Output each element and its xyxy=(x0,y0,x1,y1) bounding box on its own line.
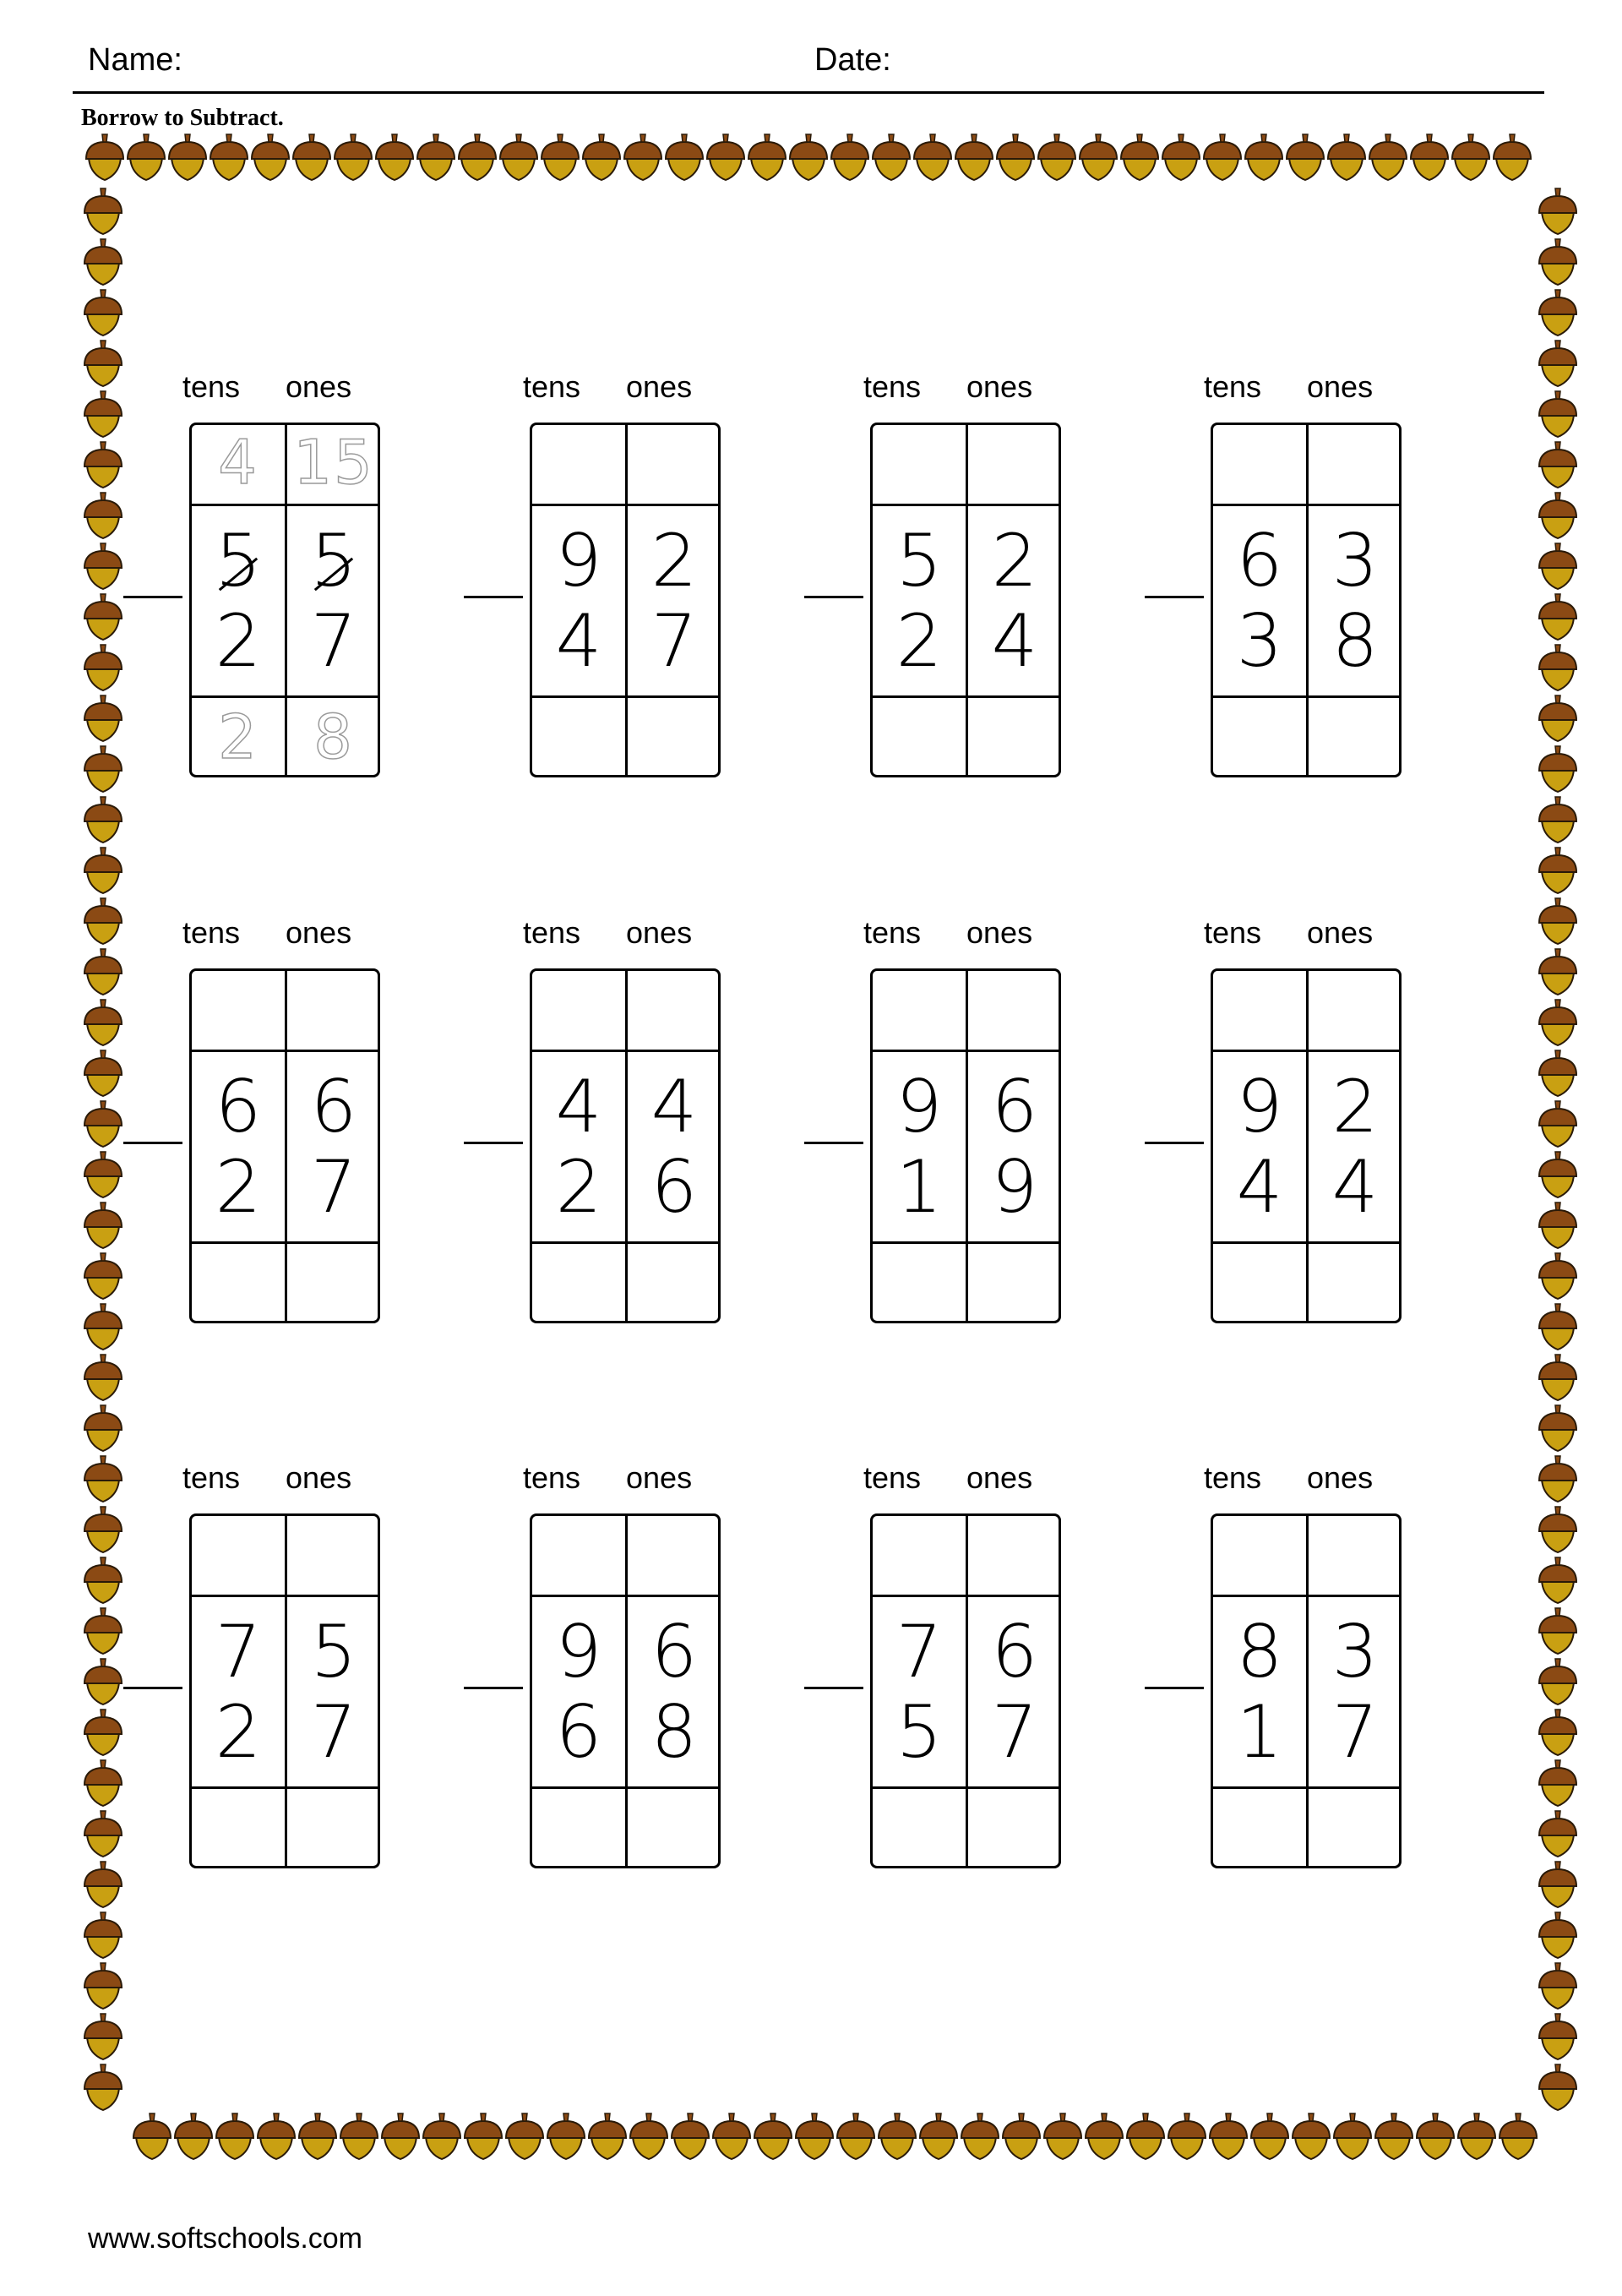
acorn-icon xyxy=(84,1101,122,1147)
acorn-icon xyxy=(1287,134,1324,180)
minuend-tens-digit: 9 xyxy=(1236,1065,1283,1149)
minus-sign xyxy=(804,1142,863,1144)
subtrahend-tens-digit: 2 xyxy=(215,599,262,684)
acorn-icon xyxy=(547,2113,585,2159)
tens-label: tens xyxy=(523,915,581,950)
tens-label: tens xyxy=(523,1460,581,1495)
acorn-icon xyxy=(84,1557,122,1603)
subtrahend-tens-digit: 2 xyxy=(215,1145,262,1230)
tens-label: tens xyxy=(1204,1460,1262,1495)
acorn-icon xyxy=(542,134,579,180)
acorn-icon xyxy=(84,1253,122,1299)
minus-sign xyxy=(123,1687,182,1689)
minuend-ones-digit: 5 xyxy=(310,519,357,603)
acorn-icon xyxy=(1539,949,1576,995)
subtraction-problem xyxy=(1145,369,1381,845)
subtraction-problem xyxy=(123,915,360,1391)
acorn-icon xyxy=(382,2113,419,2159)
acorn-icon xyxy=(1369,134,1407,180)
ones-label: ones xyxy=(966,1460,1033,1495)
acorn-icon xyxy=(1080,134,1117,180)
acorn-icon xyxy=(630,2113,667,2159)
minus-sign xyxy=(464,1687,523,1689)
acorn-icon xyxy=(1539,341,1576,386)
minuend-tens-digit: 9 xyxy=(555,1610,602,1694)
subtrahend-ones-digit: 8 xyxy=(650,1690,698,1775)
acorn-icon xyxy=(1539,1253,1576,1299)
acorn-icon xyxy=(666,134,703,180)
answer-tens-cell[interactable] xyxy=(532,1789,625,1867)
answer-ones-cell[interactable] xyxy=(1309,1789,1402,1867)
acorn-icon xyxy=(252,134,289,180)
subtraction-problem xyxy=(123,1460,360,1936)
acorn-icon xyxy=(1539,1203,1576,1248)
acorn-icon xyxy=(1251,2113,1288,2159)
minuend-ones-digit: 5 xyxy=(310,1610,357,1694)
acorn-icon xyxy=(1494,134,1531,180)
tens-label: tens xyxy=(523,369,581,404)
footer-url: www.softschools.com xyxy=(88,2222,362,2255)
row-divider xyxy=(873,1595,1059,1597)
minus-sign xyxy=(804,1687,863,1689)
tens-label: tens xyxy=(182,1460,241,1495)
acorn-icon xyxy=(216,2113,253,2159)
place-value-grid xyxy=(530,968,721,1323)
place-value-grid xyxy=(189,968,380,1323)
row-divider xyxy=(532,504,718,506)
acorn-icon xyxy=(210,134,248,180)
row-divider xyxy=(1213,1595,1399,1597)
minuend-tens-digit: 6 xyxy=(1236,519,1283,603)
acorn-icon xyxy=(84,543,122,589)
place-value-grid xyxy=(189,423,380,777)
minuend-tens-digit: 5 xyxy=(215,519,262,603)
subtrahend-ones-digit: 7 xyxy=(650,599,698,684)
subtraction-problem xyxy=(804,369,1041,845)
acorn-icon xyxy=(1539,1862,1576,1907)
row-divider xyxy=(1213,1050,1399,1052)
subtrahend-tens-digit: 6 xyxy=(555,1690,602,1775)
minuend-ones-digit: 6 xyxy=(991,1065,1038,1149)
acorn-icon xyxy=(1539,898,1576,944)
acorn-icon xyxy=(84,949,122,995)
acorn-icon xyxy=(1539,1659,1576,1704)
acorn-icon xyxy=(790,134,827,180)
row-divider xyxy=(192,1050,378,1052)
acorn-icon xyxy=(624,134,661,180)
minus-sign xyxy=(123,1142,182,1144)
worksheet-title: Borrow to Subtract. xyxy=(81,105,284,131)
subtraction-problem xyxy=(1145,1460,1381,1936)
answer-tens-cell[interactable] xyxy=(1213,1789,1306,1867)
acorn-icon xyxy=(465,2113,502,2159)
ones-label: ones xyxy=(626,1460,693,1495)
acorn-icon xyxy=(961,2113,999,2159)
acorn-icon xyxy=(1539,1811,1576,1857)
acorn-icon xyxy=(84,391,122,437)
acorn-icon xyxy=(1539,1304,1576,1350)
acorn-icon xyxy=(175,2113,212,2159)
answer-tens-cell[interactable] xyxy=(532,698,625,776)
acorn-icon xyxy=(84,645,122,690)
acorn-icon xyxy=(1539,1355,1576,1400)
acorn-icon xyxy=(84,1963,122,2009)
row-divider xyxy=(873,1050,1059,1052)
minuend-tens-digit: 9 xyxy=(555,519,602,603)
subtrahend-tens-digit: 2 xyxy=(895,599,943,684)
minuend-ones-digit: 6 xyxy=(310,1065,357,1149)
tens-label: tens xyxy=(863,915,922,950)
subtrahend-tens-digit: 1 xyxy=(895,1145,943,1230)
acorn-icon xyxy=(84,1507,122,1552)
acorn-icon xyxy=(84,797,122,843)
acorn-icon xyxy=(748,134,786,180)
acorn-icon xyxy=(128,134,165,180)
subtrahend-ones-digit: 7 xyxy=(1331,1690,1379,1775)
acorn-icon xyxy=(1458,2113,1495,2159)
subtrahend-tens-digit: 3 xyxy=(1236,599,1283,684)
ones-label: ones xyxy=(1307,369,1374,404)
acorn-icon xyxy=(84,188,122,234)
answer-tens-cell[interactable] xyxy=(873,1789,966,1867)
subtraction-problem xyxy=(123,369,374,845)
place-value-grid xyxy=(189,1513,380,1868)
acorn-icon xyxy=(955,134,993,180)
place-value-grid xyxy=(1211,1513,1402,1868)
subtrahend-ones-digit: 7 xyxy=(310,599,357,684)
acorn-icon xyxy=(1539,188,1576,234)
ones-label: ones xyxy=(1307,915,1374,950)
acorn-icon xyxy=(1245,134,1282,180)
acorn-icon xyxy=(376,134,413,180)
row-divider xyxy=(192,504,378,506)
acorn-icon xyxy=(506,2113,543,2159)
acorn-icon xyxy=(879,2113,916,2159)
minuend-ones-digit: 3 xyxy=(1331,1610,1379,1694)
minuend-ones-digit: 2 xyxy=(1331,1065,1379,1149)
minuend-tens-digit: 7 xyxy=(895,1610,943,1694)
minus-sign xyxy=(1145,596,1204,598)
tens-label: tens xyxy=(182,915,241,950)
minuend-ones-digit: 6 xyxy=(650,1610,698,1694)
answer-tens-cell[interactable] xyxy=(873,698,966,776)
tens-label: tens xyxy=(1204,915,1262,950)
subtrahend-ones-digit: 4 xyxy=(1331,1145,1379,1230)
acorn-icon xyxy=(293,134,330,180)
acorn-icon xyxy=(84,442,122,488)
row-divider xyxy=(532,1050,718,1052)
ones-label: ones xyxy=(626,369,693,404)
acorn-icon xyxy=(1162,134,1200,180)
answer-tens-cell[interactable] xyxy=(873,1244,966,1322)
acorn-icon xyxy=(84,1050,122,1096)
acorn-icon xyxy=(84,1912,122,1958)
place-value-grid xyxy=(530,1513,721,1868)
acorn-icon xyxy=(84,2014,122,2059)
minuend-tens-digit: 8 xyxy=(1236,1610,1283,1694)
answer-ones-cell[interactable] xyxy=(628,698,721,776)
acorn-icon xyxy=(1539,746,1576,792)
minus-sign xyxy=(464,1142,523,1144)
place-value-grid xyxy=(870,968,1061,1323)
acorn-icon xyxy=(1328,134,1365,180)
minuend-ones-digit: 4 xyxy=(650,1065,698,1149)
acorn-icon xyxy=(713,2113,750,2159)
subtrahend-tens-digit: 2 xyxy=(215,1690,262,1775)
subtrahend-ones-digit: 7 xyxy=(991,1690,1038,1775)
acorn-icon xyxy=(1539,493,1576,538)
acorn-icon xyxy=(1539,1405,1576,1451)
acorn-icon xyxy=(84,1405,122,1451)
acorn-icon xyxy=(169,134,206,180)
date-label: Date: xyxy=(814,42,891,78)
acorn-icon xyxy=(335,134,372,180)
acorn-icon xyxy=(133,2113,171,2159)
acorn-icon xyxy=(1003,2113,1040,2159)
acorn-icon xyxy=(672,2113,709,2159)
place-value-grid xyxy=(870,1513,1061,1868)
subtraction-problem xyxy=(464,1460,700,1936)
acorn-icon xyxy=(1210,2113,1247,2159)
acorn-icon xyxy=(84,898,122,944)
acorn-icon xyxy=(84,1203,122,1248)
answer-tens-cell[interactable] xyxy=(1213,698,1306,776)
answer-ones-cell[interactable] xyxy=(968,698,1061,776)
subtrahend-tens-digit: 5 xyxy=(895,1690,943,1775)
minus-sign xyxy=(1145,1687,1204,1689)
name-label: Name: xyxy=(88,42,182,78)
subtrahend-ones-digit: 8 xyxy=(1331,599,1379,684)
acorn-icon xyxy=(1539,543,1576,589)
answer-ones-cell[interactable] xyxy=(968,1789,1061,1867)
acorn-icon xyxy=(831,134,868,180)
minuend-tens-digit: 4 xyxy=(555,1065,602,1149)
answer-tens-cell[interactable] xyxy=(192,1789,285,1867)
acorn-icon xyxy=(1452,134,1489,180)
acorn-icon xyxy=(1539,1963,1576,2009)
acorn-icon xyxy=(258,2113,295,2159)
acorn-icon xyxy=(84,1000,122,1045)
acorn-icon xyxy=(754,2113,792,2159)
acorn-icon xyxy=(1539,1050,1576,1096)
answer-ones-cell[interactable] xyxy=(287,1244,380,1322)
minuend-ones-digit: 6 xyxy=(991,1610,1038,1694)
tens-label: tens xyxy=(863,369,922,404)
acorn-icon xyxy=(84,695,122,741)
acorn-icon xyxy=(589,2113,626,2159)
answer-ones-cell[interactable] xyxy=(287,1789,380,1867)
answer-ones-cell[interactable] xyxy=(1309,1244,1402,1322)
acorn-icon xyxy=(1127,2113,1164,2159)
acorn-icon xyxy=(707,134,744,180)
acorn-icon xyxy=(1539,1760,1576,1806)
minuend-tens-digit: 5 xyxy=(895,519,943,603)
subtrahend-tens-digit: 2 xyxy=(555,1145,602,1230)
acorn-icon xyxy=(1539,1101,1576,1147)
tens-label: tens xyxy=(1204,369,1262,404)
answer-ones-cell[interactable] xyxy=(1309,698,1402,776)
acorn-icon xyxy=(84,1608,122,1654)
acorn-icon xyxy=(1417,2113,1454,2159)
subtrahend-ones-digit: 4 xyxy=(991,599,1038,684)
acorn-icon xyxy=(1086,2113,1123,2159)
answer-tens-cell[interactable] xyxy=(1213,1244,1306,1322)
subtrahend-ones-digit: 7 xyxy=(310,1690,357,1775)
acorn-icon xyxy=(914,134,951,180)
ones-label: ones xyxy=(286,369,352,404)
place-value-grid xyxy=(870,423,1061,777)
acorn-icon xyxy=(1375,2113,1412,2159)
acorn-icon xyxy=(84,1862,122,1907)
subtrahend-tens-digit: 4 xyxy=(555,599,602,684)
acorn-icon xyxy=(1539,695,1576,741)
acorn-icon xyxy=(299,2113,336,2159)
ones-label: ones xyxy=(1307,1460,1374,1495)
acorn-icon xyxy=(1539,391,1576,437)
ones-label: ones xyxy=(286,915,352,950)
ones-label: ones xyxy=(966,915,1033,950)
acorn-icon xyxy=(423,2113,460,2159)
place-value-grid xyxy=(1211,968,1402,1323)
acorn-icon xyxy=(84,1710,122,1755)
subtrahend-tens-digit: 4 xyxy=(1236,1145,1283,1230)
acorn-icon xyxy=(1539,1152,1576,1197)
acorn-icon xyxy=(1044,2113,1081,2159)
acorn-icon xyxy=(84,1659,122,1704)
minus-sign xyxy=(1145,1142,1204,1144)
row-divider xyxy=(192,1595,378,1597)
place-value-grid xyxy=(1211,423,1402,777)
answer-tens-cell[interactable] xyxy=(192,1244,285,1322)
acorn-icon xyxy=(873,134,910,180)
minuend-ones-digit: 2 xyxy=(650,519,698,603)
acorn-icon xyxy=(1539,442,1576,488)
subtrahend-tens-digit: 1 xyxy=(1236,1690,1283,1775)
acorn-icon xyxy=(84,746,122,792)
subtraction-problem xyxy=(804,1460,1041,1936)
minus-sign xyxy=(123,596,182,598)
acorn-icon xyxy=(1539,1912,1576,1958)
acorn-icon xyxy=(1539,797,1576,843)
acorn-icon xyxy=(1204,134,1241,180)
subtrahend-ones-digit: 6 xyxy=(650,1145,698,1230)
row-divider xyxy=(1213,504,1399,506)
minuend-ones-digit: 2 xyxy=(991,519,1038,603)
acorn-icon xyxy=(1038,134,1075,180)
acorn-icon xyxy=(1539,848,1576,893)
acorn-icon xyxy=(997,134,1034,180)
tens-label: tens xyxy=(182,369,241,404)
acorn-icon xyxy=(84,1811,122,1857)
acorn-icon xyxy=(1539,290,1576,335)
answer-tens-cell[interactable] xyxy=(532,1244,625,1322)
place-value-grid xyxy=(530,423,721,777)
acorn-icon xyxy=(1539,1608,1576,1654)
acorn-icon xyxy=(1539,645,1576,690)
ones-label: ones xyxy=(966,369,1033,404)
minuend-tens-digit: 9 xyxy=(895,1065,943,1149)
acorn-icon xyxy=(1121,134,1158,180)
acorn-icon xyxy=(1539,2014,1576,2059)
acorn-icon xyxy=(1539,1507,1576,1552)
subtrahend-ones-digit: 9 xyxy=(991,1145,1038,1230)
row-divider xyxy=(192,695,378,698)
acorn-icon xyxy=(1539,239,1576,285)
row-divider xyxy=(532,1595,718,1597)
row-divider xyxy=(873,504,1059,506)
minuend-tens-digit: 7 xyxy=(215,1610,262,1694)
acorn-icon xyxy=(84,848,122,893)
answer-ones-cell[interactable] xyxy=(628,1244,721,1322)
acorn-icon xyxy=(796,2113,833,2159)
acorn-icon xyxy=(1168,2113,1206,2159)
answer-tens-hint: 2 xyxy=(218,701,259,772)
acorn-icon xyxy=(84,1152,122,1197)
acorn-icon xyxy=(84,1456,122,1502)
acorn-icon xyxy=(1500,2113,1537,2159)
acorn-icon xyxy=(1539,1000,1576,1045)
acorn-icon xyxy=(837,2113,874,2159)
acorn-icon xyxy=(459,134,496,180)
acorn-icon xyxy=(1293,2113,1330,2159)
subtrahend-ones-digit: 7 xyxy=(310,1145,357,1230)
subtraction-problem xyxy=(464,369,700,845)
acorn-icon xyxy=(84,239,122,285)
acorn-icon xyxy=(920,2113,957,2159)
minuend-tens-digit: 6 xyxy=(215,1065,262,1149)
acorn-icon xyxy=(1334,2113,1371,2159)
acorn-icon xyxy=(84,1304,122,1350)
acorn-icon xyxy=(84,594,122,640)
acorn-icon xyxy=(583,134,620,180)
acorn-icon xyxy=(84,493,122,538)
acorn-icon xyxy=(417,134,454,180)
ones-label: ones xyxy=(626,915,693,950)
acorn-icon xyxy=(1411,134,1448,180)
subtraction-problem xyxy=(464,915,700,1391)
acorn-icon xyxy=(500,134,537,180)
answer-ones-hint: 8 xyxy=(313,701,354,772)
acorn-icon xyxy=(340,2113,378,2159)
regroup-tens-hint: 4 xyxy=(218,427,259,498)
acorn-icon xyxy=(84,341,122,386)
subtraction-problem xyxy=(1145,915,1381,1391)
acorn-icon xyxy=(1539,594,1576,640)
answer-ones-cell[interactable] xyxy=(628,1789,721,1867)
regroup-ones-hint: 15 xyxy=(293,427,374,498)
acorn-icon xyxy=(84,1760,122,1806)
acorn-icon xyxy=(86,134,123,180)
acorn-icon xyxy=(84,1355,122,1400)
acorn-icon xyxy=(1539,1557,1576,1603)
acorn-icon xyxy=(1539,1456,1576,1502)
minuend-ones-digit: 3 xyxy=(1331,519,1379,603)
acorn-icon xyxy=(84,290,122,335)
acorn-icon xyxy=(1539,2064,1576,2110)
minus-sign xyxy=(804,596,863,598)
tens-label: tens xyxy=(863,1460,922,1495)
subtraction-problem xyxy=(804,915,1041,1391)
ones-label: ones xyxy=(286,1460,352,1495)
minus-sign xyxy=(464,596,523,598)
answer-ones-cell[interactable] xyxy=(968,1244,1061,1322)
acorn-icon xyxy=(84,2064,122,2110)
acorn-icon xyxy=(1539,1710,1576,1755)
